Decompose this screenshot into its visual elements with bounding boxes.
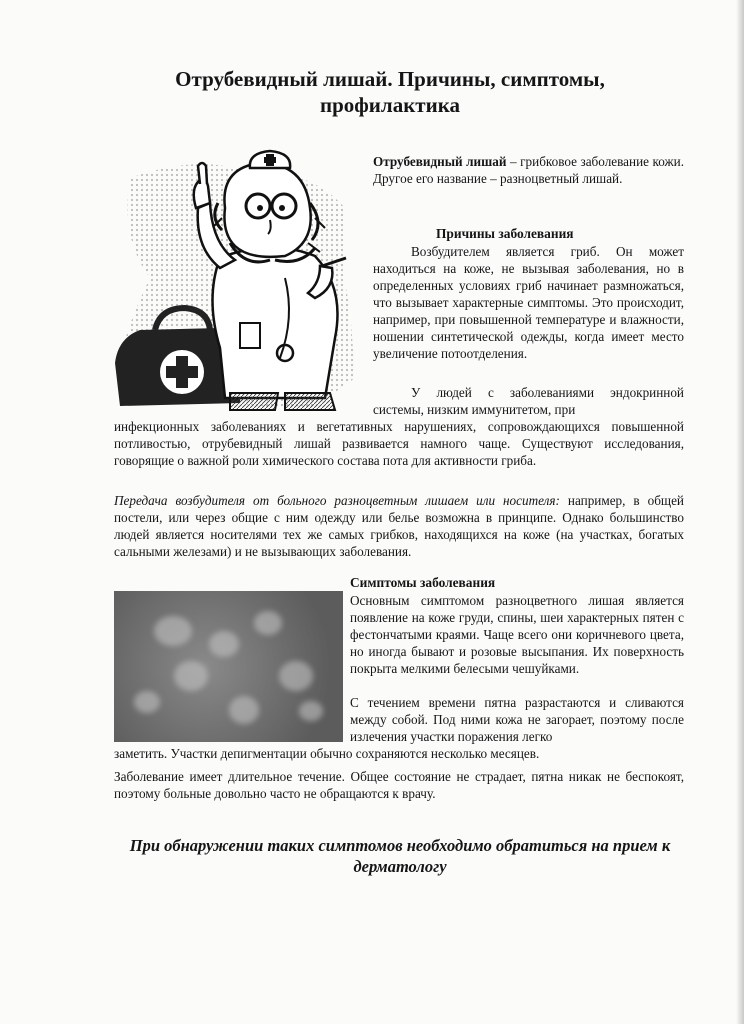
symptoms-paragraph-2a: С течением времени пятна разрастаются и сливаются между собой. Под ними кожа не загорает, поэтому после излечения участки поражения легко: [350, 695, 684, 744]
course-paragraph: Заболевание имеет длительное течение. Общее состояние не страдает, пятна никак не беспокоят, поэтому больные довольно часто не обращаются к врачу.: [114, 769, 684, 801]
page-title: Отрубевидный лишай. Причины, симптомы, профилактика: [175, 67, 605, 117]
scan-edge: [736, 0, 744, 1024]
doctor-illustration: [110, 148, 360, 413]
causes-paragraph-1: Возбудителем является гриб. Он может находиться на коже, не вызывая заболевания, но в определенных условиях гриб начинает размножаться, что вызывает характерные симптомы. Это происходит, например, при повышенной температуре и влажности, ношении синтетической одежды, когда имеет место увеличение потоотделения.: [373, 244, 684, 361]
causes-paragraph-2b: инфекционных заболеваниях и вегетативных нарушениях, сопровождающихся повышенной потливостью, отрубевидный лишай развивается намного чаще. Существуют исследования, говорящие о важной роли химического состава пота для активности гриба.: [114, 419, 684, 468]
causes-heading: Причины заболевания: [436, 226, 574, 241]
symptoms-paragraph-1: Основным симптомом разноцветного лишая является появление на коже груди, спины, шеи характерных пятен с фестончатыми краями. Чаще всего они коричневого цвета, но иногда бывают и розовые высыпания. Их поверхность покрыта мелкими белесыми чешуйками.: [350, 593, 684, 676]
intro-text: – грибковое заболевание кожи. Другое его название – разноцветный лишай.: [373, 154, 684, 186]
transmission-paragraph: [114, 492, 684, 560]
skin-lesion-photo: [114, 591, 343, 742]
closing-callout: При обнаружении таких симптомов необходимо обратиться на прием к дерматологу: [129, 836, 671, 876]
term: Отрубевидный лишай: [373, 154, 507, 169]
symptoms-paragraph-2b: заметить. Участки депигментации обычно сохраняются несколько месяцев.: [114, 746, 540, 761]
transmission-text: например, в общей постели, или через общие с ним одежду или белье возможна в принципе. Однако большинство людей является носителями тех же самых грибков, находящихся на коже (на участках, богатых сальными железами) и не вызывающих заболевания.: [114, 493, 684, 559]
causes-paragraph-2a: У людей с заболеваниями эндокринной системы, низким иммунитетом, при: [373, 385, 684, 417]
intro-paragraph: [373, 153, 684, 187]
transmission-lead: Передача возбудителя от больного разноцветным лишаем или носителя:: [114, 493, 560, 508]
symptoms-heading: Симптомы заболевания: [350, 575, 496, 590]
